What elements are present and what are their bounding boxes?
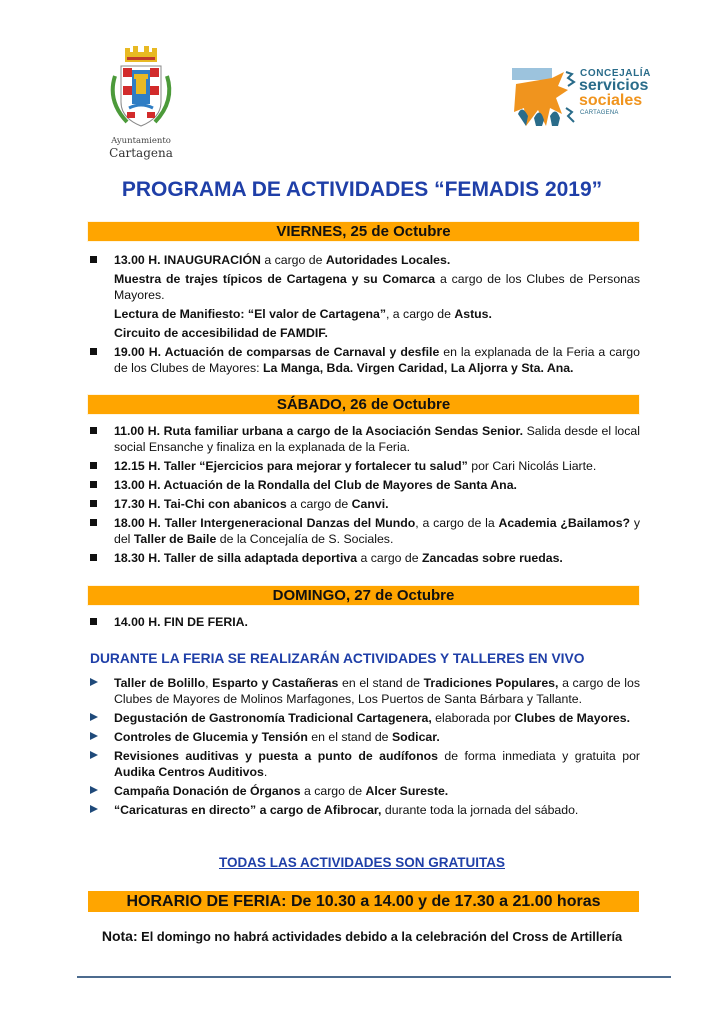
subitem-text xyxy=(114,326,328,340)
list-item xyxy=(88,729,640,745)
logo-right-line2: servicios xyxy=(579,77,649,94)
bold-text-run: Alcer Sureste. xyxy=(365,784,449,798)
logo-right-line4: CARTAGENA xyxy=(580,110,619,116)
note-text: El domingo no habrá actividades debido a la celebración del Cross de Artillería xyxy=(137,929,623,944)
live-activities-list xyxy=(88,675,640,818)
item-text xyxy=(114,784,448,798)
coat-of-arms-icon xyxy=(103,46,179,134)
item-text xyxy=(114,803,578,817)
list-subitem xyxy=(88,306,640,322)
item-text xyxy=(114,711,630,725)
bold-text-run: Tradiciones Populares, xyxy=(423,676,559,690)
footnote xyxy=(0,928,724,944)
list-item xyxy=(88,614,640,630)
bold-text-run: 13.00 H. Actuación de la Rondalla del Club de Mayores de Santa Ana. xyxy=(114,478,517,492)
text-run: a cargo de los Clubes de Personas Mayores. xyxy=(114,272,640,302)
item-text xyxy=(114,516,640,546)
item-text xyxy=(114,345,640,375)
item-text xyxy=(114,615,248,629)
list-item xyxy=(88,423,640,455)
bold-text-run: 19.00 H. Actuación de comparsas de Carnaval y desfile xyxy=(114,345,440,359)
saturday-activity-list xyxy=(88,423,640,566)
arrow-bullet-icon xyxy=(90,751,98,759)
list-subitem xyxy=(88,325,640,341)
text-run: en el stand de xyxy=(307,730,392,744)
arrow-bullet-icon xyxy=(90,786,98,794)
square-bullet-icon xyxy=(90,554,97,561)
live-activities-heading: DURANTE LA FERIA SE REALIZARÁN ACTIVIDADES Y TALLERES EN VIVO xyxy=(90,651,585,666)
list-item xyxy=(88,515,640,547)
arrow-bullet-icon xyxy=(90,678,98,686)
friday-activity-list xyxy=(88,252,640,376)
bold-text-run: Muestra de trajes típicos de Cartagena y su Comarca xyxy=(114,272,436,286)
bold-text-run: Taller de Bolillo xyxy=(114,676,206,690)
arrow-bullet-icon xyxy=(90,805,98,813)
bold-text-run: Degustación de Gastronomía Tradicional Cartagenera, xyxy=(114,711,432,725)
item-text xyxy=(114,749,640,779)
bold-text-run: Zancadas sobre ruedas. xyxy=(422,551,563,565)
square-bullet-icon xyxy=(90,618,97,625)
bold-text-run: Autoridades Locales. xyxy=(325,253,451,267)
footer-divider xyxy=(77,976,671,978)
bold-text-run: Revisiones auditivas y puesta a punto de audífonos xyxy=(114,749,438,763)
item-text xyxy=(114,497,389,511)
text-run: en el stand de xyxy=(338,676,424,690)
list-item xyxy=(88,344,640,376)
bold-text-run: 14.00 H. FIN DE FERIA. xyxy=(114,615,248,629)
bold-text-run: 18.30 H. Taller de silla adaptada deportiva xyxy=(114,551,358,565)
text-run: . xyxy=(263,765,268,779)
item-text xyxy=(114,253,450,267)
text-run: Salida desde el local social Ensanche y finaliza en la explanada de la Feria. xyxy=(114,424,640,454)
bold-text-run: Clubes de Mayores. xyxy=(514,711,630,725)
text-run: durante toda la jornada del sábado. xyxy=(381,803,579,817)
bold-text-run: Astus. xyxy=(454,307,492,321)
square-bullet-icon xyxy=(90,500,97,507)
bold-text-run: Academia ¿Bailamos? xyxy=(498,516,631,530)
square-bullet-icon xyxy=(90,481,97,488)
arrow-bullet-icon xyxy=(90,732,98,740)
logo-left-line2: Cartagena xyxy=(109,146,173,160)
bold-text-run: Controles de Glucemia y Tensión xyxy=(114,730,308,744)
fair-hours-banner: HORARIO DE FERIA: De 10.30 a 14.00 y de 17.30 a 21.00 horas xyxy=(88,891,639,912)
subitem-text xyxy=(114,307,492,321)
logo-right-line3: sociales xyxy=(579,92,643,109)
text-run: , a cargo de xyxy=(385,307,455,321)
text-run: elaborada por xyxy=(431,711,515,725)
bold-text-run: Taller de Baile xyxy=(133,532,217,546)
list-item xyxy=(88,550,640,566)
day-heading-friday: VIERNES, 25 de Octubre xyxy=(88,222,639,241)
note-label: Nota: xyxy=(101,928,138,944)
item-text xyxy=(114,551,563,565)
subitem-text xyxy=(114,272,640,302)
list-item xyxy=(88,802,640,818)
day-heading-sunday: DOMINGO, 27 de Octubre xyxy=(88,586,639,605)
servicios-sociales-logo xyxy=(510,66,700,130)
bold-text-run: 17.30 H. Tai-Chi con abanicos xyxy=(114,497,287,511)
bold-text-run: Lectura de Manifiesto: “El valor de Cartagena” xyxy=(114,307,386,321)
text-run: por Cari Nicolás Liarte. xyxy=(467,459,597,473)
text-run: , xyxy=(205,676,213,690)
list-item xyxy=(88,675,640,707)
square-bullet-icon xyxy=(90,256,97,263)
list-item xyxy=(88,458,640,474)
bold-text-run: Esparto y Castañeras xyxy=(212,676,339,690)
bold-text-run: “Caricaturas en directo” a cargo de Afibrocar, xyxy=(114,803,382,817)
free-activities-notice: TODAS LAS ACTIVIDADES SON GRATUITAS xyxy=(218,855,505,870)
list-item xyxy=(88,710,640,726)
text-run: y del xyxy=(114,516,640,546)
sunday-activity-list xyxy=(88,614,640,630)
text-run: en la explanada de la Feria a cargo de los Clubes de Mayores: xyxy=(114,345,640,375)
text-run: de la Concejalía de S. Sociales. xyxy=(216,532,394,546)
square-bullet-icon xyxy=(90,348,97,355)
bold-text-run: 12.15 H. Taller “Ejercicios para mejorar y fortalecer tu salud” xyxy=(114,459,468,473)
list-item xyxy=(88,496,640,512)
list-item xyxy=(88,477,640,493)
bold-text-run: Audika Centros Auditivos xyxy=(114,765,264,779)
text-run: a cargo de xyxy=(357,551,423,565)
text-run: de forma inmediata y gratuita por xyxy=(437,749,640,763)
item-text xyxy=(114,730,440,744)
logo-left-line1: Ayuntamiento xyxy=(111,136,171,146)
list-subitem xyxy=(88,271,640,303)
text-run: a cargo de xyxy=(300,784,366,798)
text-run: , a cargo de la xyxy=(415,516,499,530)
arrow-bullet-icon xyxy=(90,713,98,721)
text-run: a cargo de xyxy=(286,497,352,511)
page-title: PROGRAMA DE ACTIVIDADES “FEMADIS 2019” xyxy=(121,178,603,201)
bold-text-run: Campaña Donación de Órganos xyxy=(114,784,301,798)
item-text xyxy=(114,424,640,454)
bold-text-run: 13.00 H. INAUGURACIÓN xyxy=(114,253,261,267)
item-text xyxy=(114,676,640,706)
list-item xyxy=(88,783,640,799)
bold-text-run: Canvi. xyxy=(351,497,389,511)
text-run: a cargo de xyxy=(260,253,326,267)
bold-text-run: La Manga, Bda. Virgen Caridad, La Aljorra y Sta. Ana. xyxy=(263,361,574,375)
logo-right-line1: CONCEJALÍA xyxy=(580,68,652,79)
square-bullet-icon xyxy=(90,427,97,434)
ayuntamiento-cartagena-logo xyxy=(86,46,196,160)
hand-logo-icon xyxy=(512,68,576,128)
item-text xyxy=(114,459,596,473)
list-item xyxy=(88,748,640,780)
bold-text-run: Sodicar. xyxy=(391,730,440,744)
square-bullet-icon xyxy=(90,519,97,526)
item-text xyxy=(114,478,517,492)
text-run: a cargo de los Clubes de Mayores de Molinos Marfagones, Los Puertos de Santa Bárbara y Tallante. xyxy=(114,676,640,706)
bold-text-run: Circuito de accesibilidad de FAMDIF. xyxy=(114,326,328,340)
bold-text-run: 11.00 H. Ruta familiar urbana a cargo de la Asociación Sendas Senior. xyxy=(114,424,523,438)
bold-text-run: 18.00 H. Taller Intergeneracional Danzas del Mundo xyxy=(114,516,416,530)
day-heading-saturday: SÁBADO, 26 de Octubre xyxy=(88,395,639,414)
square-bullet-icon xyxy=(90,462,97,469)
list-item xyxy=(88,252,640,268)
